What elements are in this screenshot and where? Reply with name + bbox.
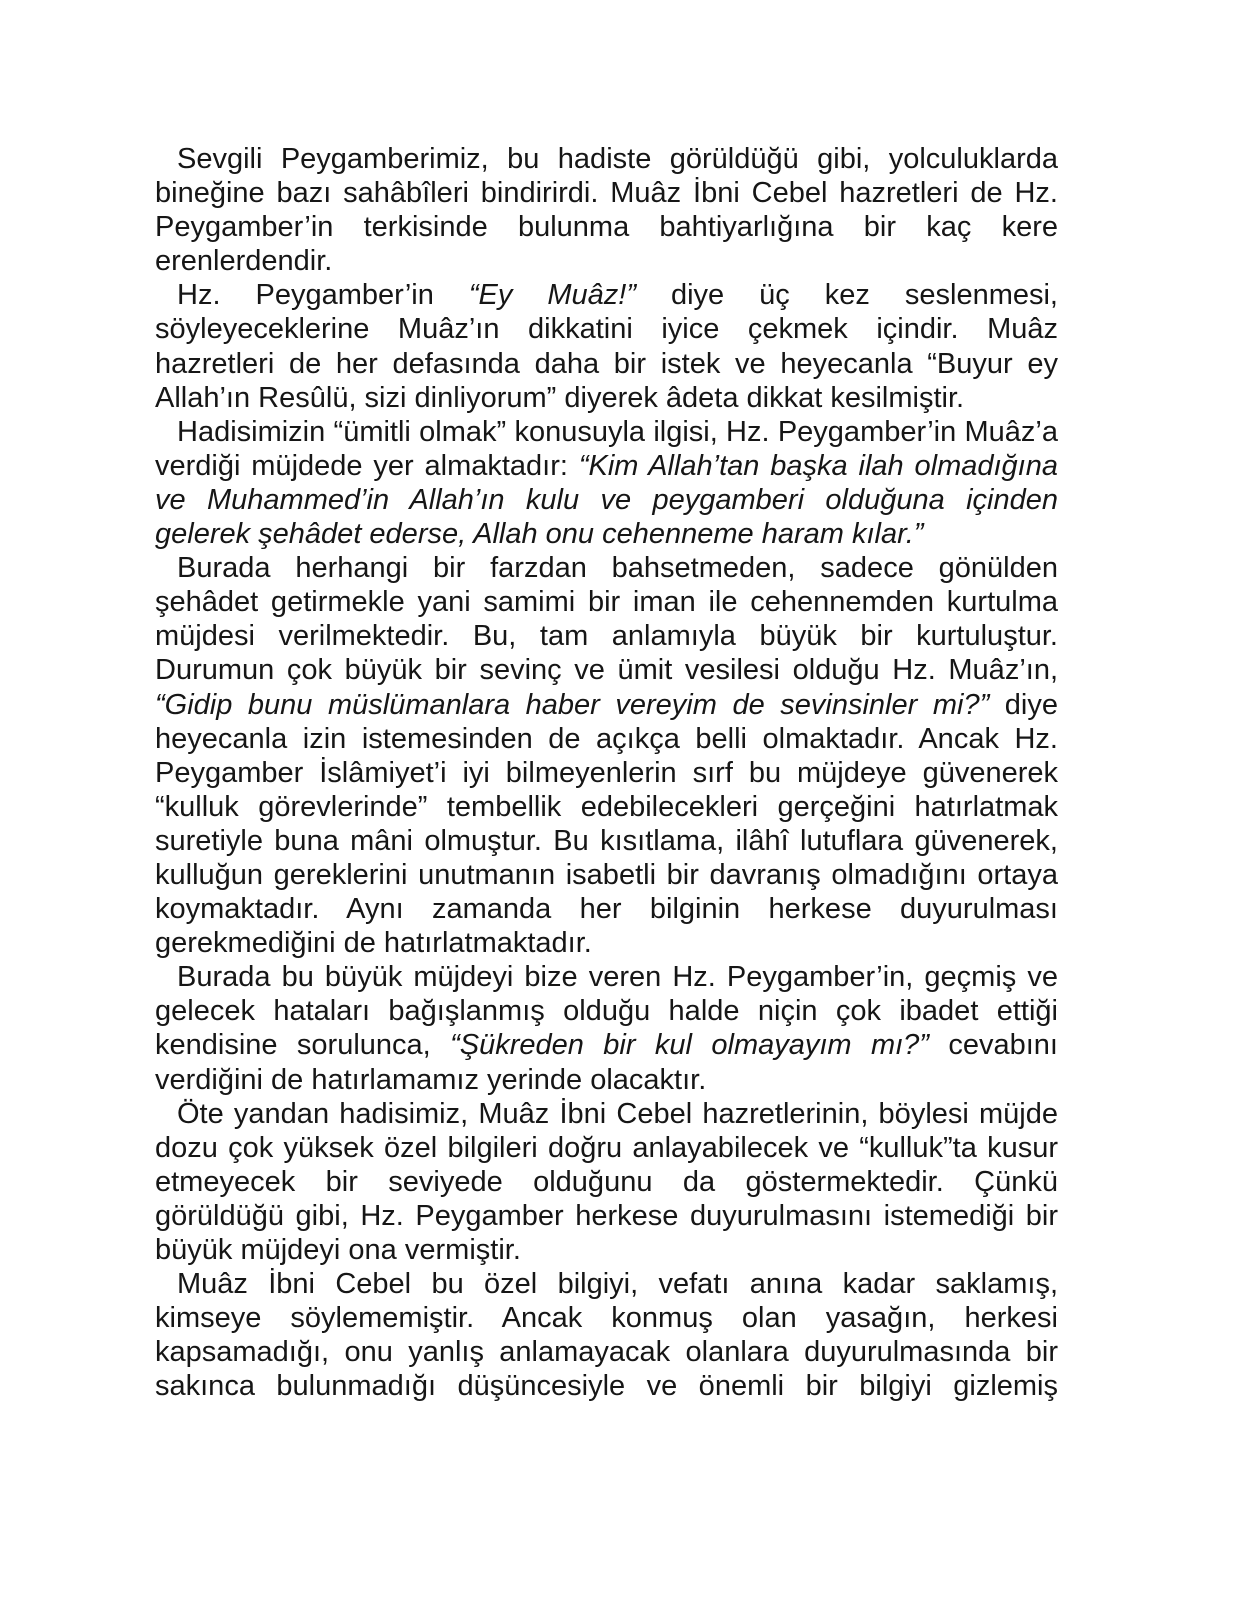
paragraph-3-text: Hadisimizin “ümitli olmak” konusuyla ilgisi, Hz. Peygamber’in Muâz’a verdiği müjdede yer almaktadır: <box>155 415 1058 482</box>
paragraph-2-text-a: Hz. Peygamber’in <box>177 279 469 312</box>
paragraph-1 <box>155 142 1058 278</box>
paragraph-5-text-b: cevabını verdiğini de hatırlamamız yerinde olacaktır. <box>155 1029 1058 1096</box>
paragraph-5-text-a: Burada bu büyük müjdeyi bize veren Hz. Peygamber’in, geçmiş ve gelecek hataları bağışlanmış olduğu halde niçin çok ibadet ettiği kendisine sorulunca, <box>155 961 1058 1062</box>
paragraph-7 <box>155 1267 1058 1403</box>
paragraph-4-text-a: Burada herhangi bir farzdan bahsetmeden, sadece gönülden şehâdet getirmekle yani samimi bir iman ile cehennemden kurtulma müjdesi verilmektedir. Bu, tam anlamıyla büyük bir kurtuluştur. Durumun çok büyük bir sevinç ve ümit vesilesi olduğu Hz. Muâz’ın, <box>155 552 1058 687</box>
quote-grateful-servant: “Şükreden bir kul olmayayım mı?” <box>450 1029 929 1062</box>
quote-ey-muaz: “Ey Muâz!” <box>468 279 636 312</box>
paragraph-5 <box>155 960 1058 1096</box>
quote-hadith-glad-tidings: “Kim Allah’tan başka ilah olmadığına ve Muhammed’in Allah’ın kulu ve peygamberi olduğuna içinden gelerek şehâdet ederse, Allah onu cehenneme haram kılar.” <box>155 449 1058 551</box>
paragraph-2 <box>155 278 1058 414</box>
paragraph-7-text: Muâz İbni Cebel bu özel bilgiyi, vefatı anına kadar saklamış, kimseye söylememiştir. Ancak konmuş olan yasağın, herkesi kapsamadığı, onu yanlış anlamayacak olanlara duyurulmasında bir sakınca bulunmadığı düşüncesiyle ve önemli bir bilgiyi gizlemiş <box>155 1268 1058 1403</box>
document-page <box>155 142 1058 1403</box>
paragraph-4-text-b: diye heyecanla izin istemesinden de açıkça belli olmaktadır. Ancak Hz. Peygamber İslâmiyet’i iyi bilmeyenlerin sırf bu müjdeye güvenerek “kulluk görevlerinde” tembellik edebilecekleri gerçeğini hatırlatmak suretiyle buna mâni olmuştur. Bu kısıtlama, ilâhî lutuflara güvenerek, kulluğun gereklerini unutmanın isabetli bir davranış olmadığını ortaya koymaktadır. Aynı zamanda her bilginin herkese duyurulması gerekmediğini de hatırlatmaktadır. <box>155 688 1058 960</box>
paragraph-2-text-b: diye üç kez seslenmesi, söyleyeceklerine Muâz’ın dikkatini iyice çekmek içindir. Muâz hazretleri de her defasında daha bir istek ve heyecanla “Buyur ey Allah’ın Resûlü, sizi dinliyorum” diyerek âdeta dikkat kesilmiştir. <box>155 279 1058 414</box>
paragraph-3 <box>155 415 1058 551</box>
paragraph-1-text: Sevgili Peygamberimiz, bu hadiste görüldüğü gibi, yolculuklarda bineğine bazı sahâbîleri bindirirdi. Muâz İbni Cebel hazretleri de Hz. Peygamber’in terkisinde bulunma bahtiyarlığına bir kaç kere erenlerdendir. <box>155 143 1058 278</box>
paragraph-6 <box>155 1097 1058 1267</box>
quote-muaz-question: “Gidip bunu müslümanlara haber vereyim de sevinsinler mi?” <box>155 688 990 721</box>
paragraph-4 <box>155 551 1058 960</box>
paragraph-6-text: Öte yandan hadisimiz, Muâz İbni Cebel hazretlerinin, böylesi müjde dozu çok yüksek özel bilgileri doğru anlayabilecek ve “kulluk”ta kusur etmeyecek bir seviyede olduğunu da göstermektedir. Çünkü görüldüğü gibi, Hz. Peygamber herkese duyurulmasını istemediği bir büyük müjdeyi ona vermiştir. <box>155 1097 1058 1266</box>
